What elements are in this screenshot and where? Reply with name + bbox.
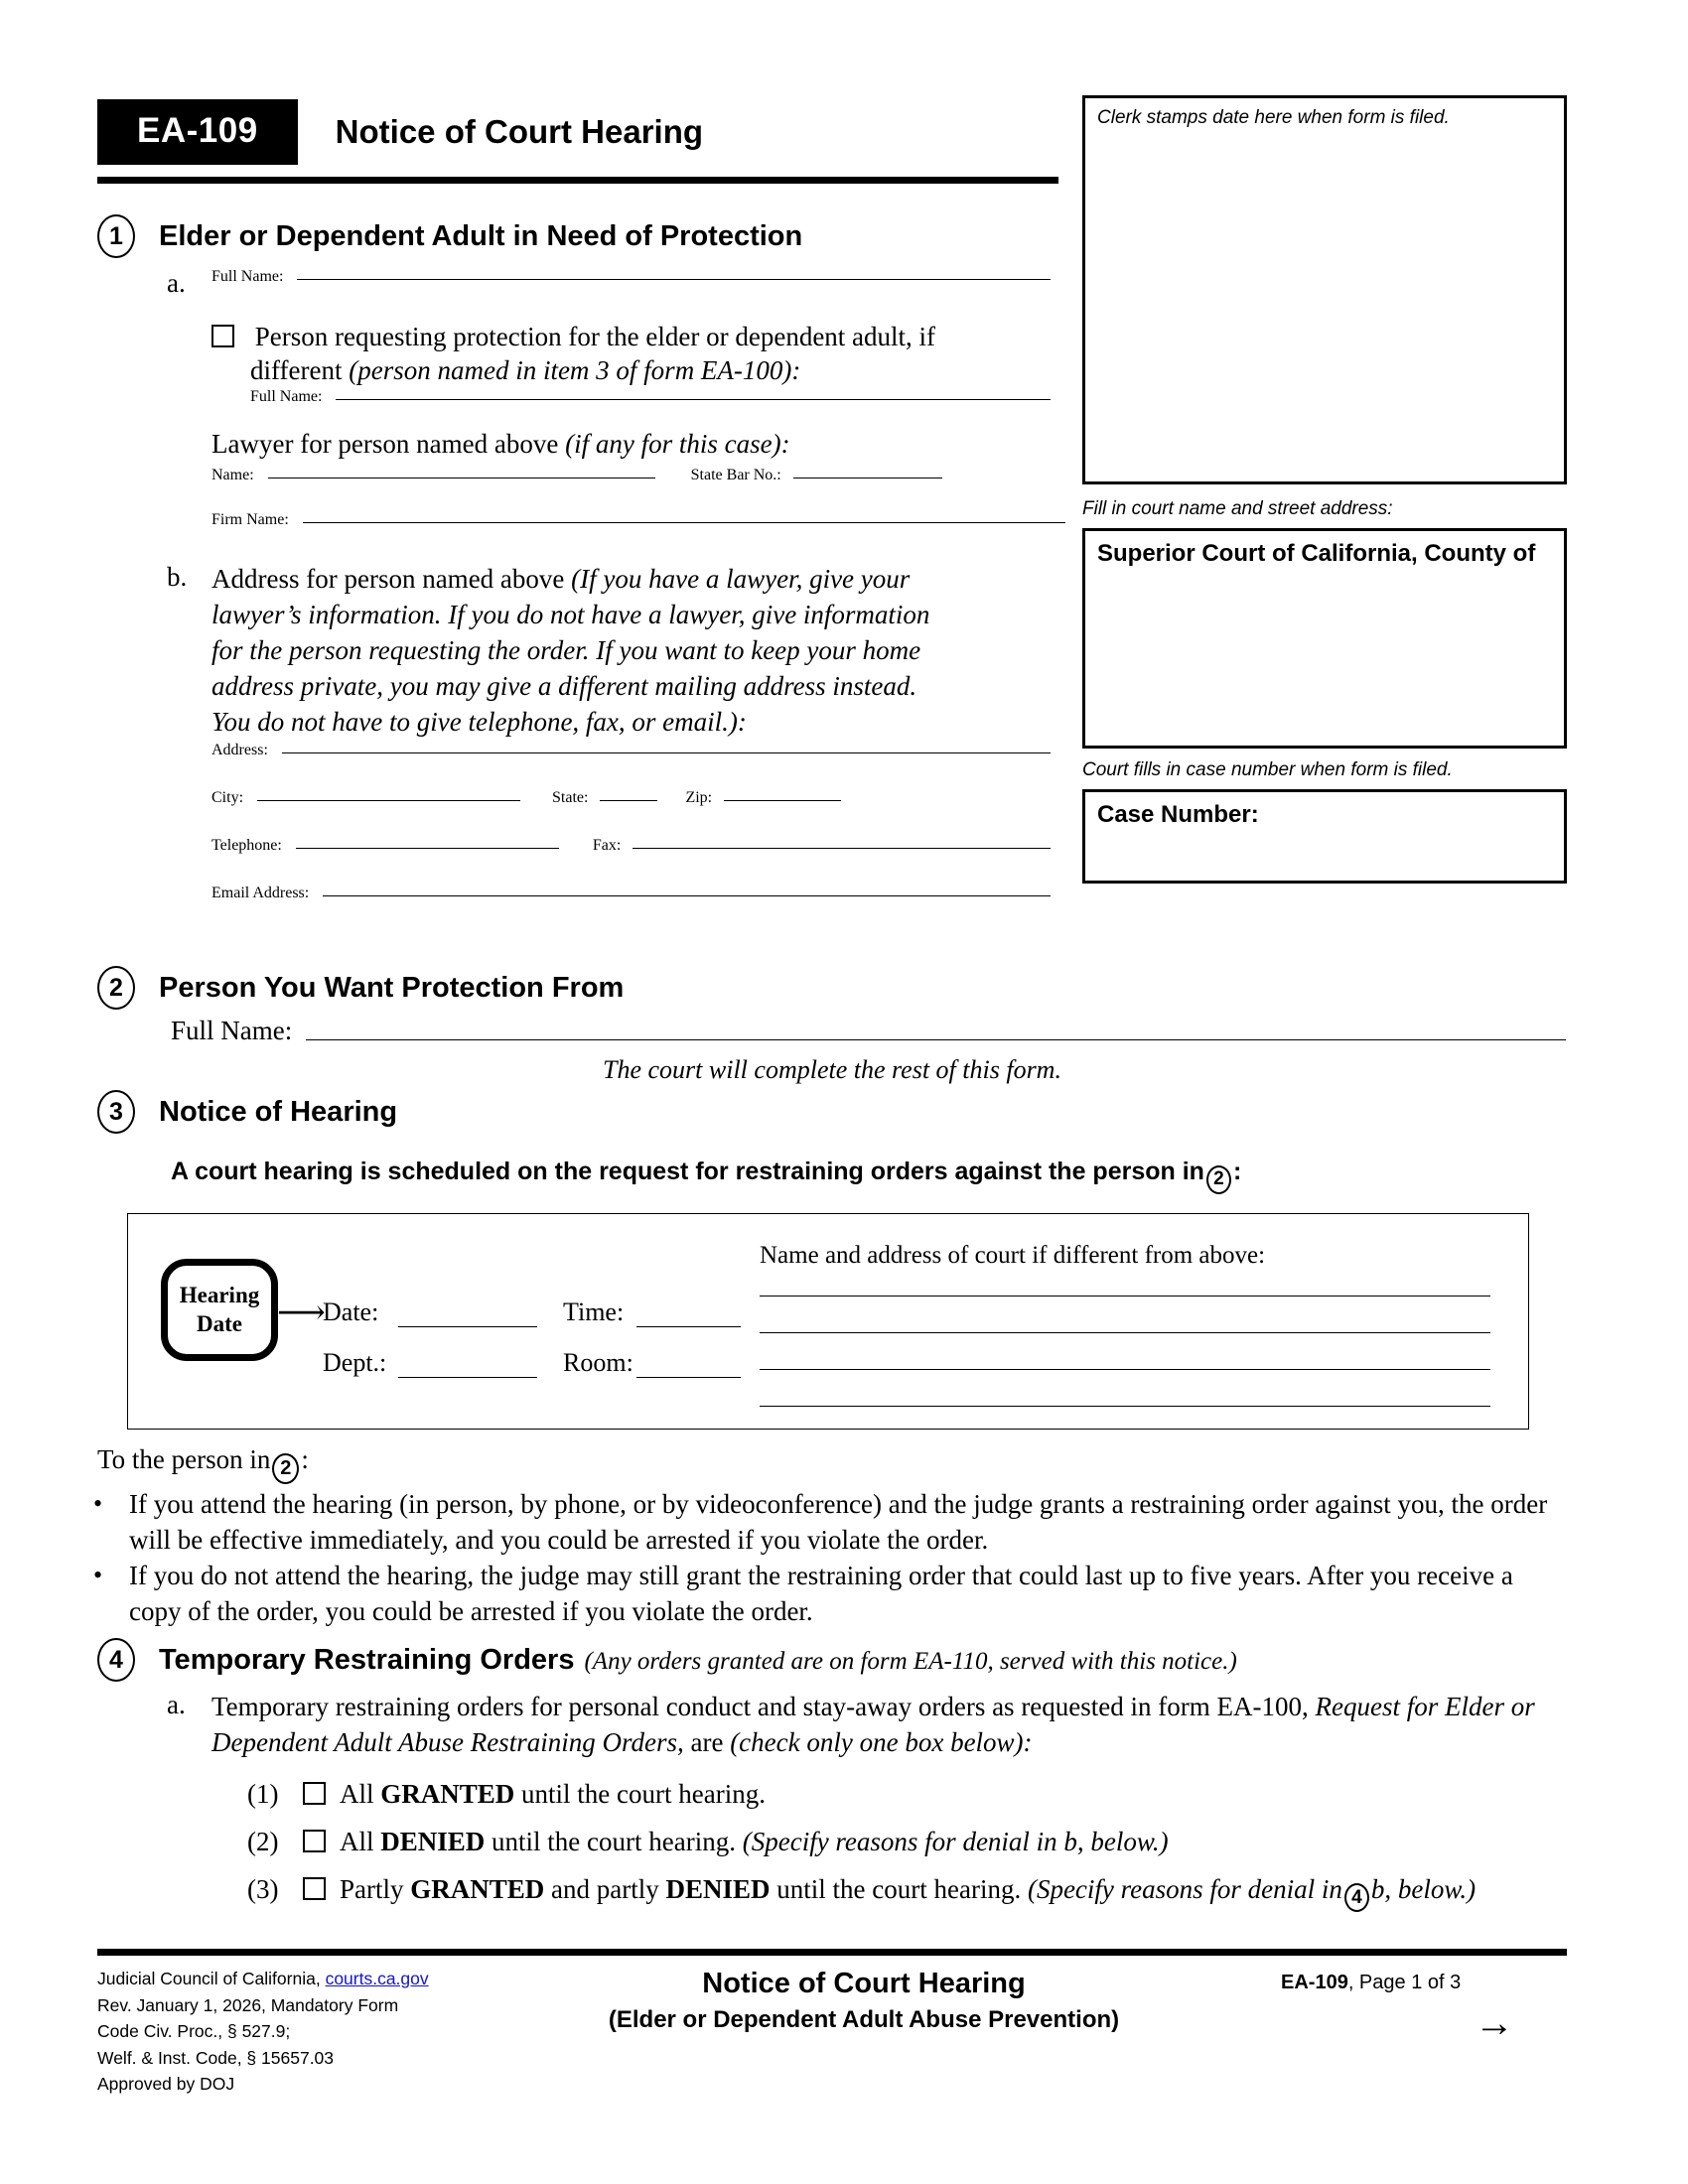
zip-input[interactable] <box>724 800 841 801</box>
firm-name-input[interactable] <box>303 522 1065 523</box>
to-the-person-bubble: 2 <box>272 1453 299 1484</box>
form-title: Notice of Court Hearing <box>335 113 704 150</box>
court-completes-note: The court will complete the rest of this form. <box>603 1055 1061 1084</box>
footer-title-block <box>516 1968 1211 2034</box>
court-name-value: Superior Court of California, County of <box>1097 540 1536 567</box>
hearing-room-label: Room: <box>563 1348 633 1377</box>
option-1-bold: GRANTED <box>380 1779 515 1809</box>
notice-bullet-2 <box>93 1559 1569 1630</box>
item-1a-full-name-input[interactable] <box>297 279 1051 280</box>
footer-title-line-2: (Elder or Dependent Adult Abuse Prevention) <box>608 2006 1120 2033</box>
option-2-checkbox[interactable] <box>303 1830 326 1852</box>
section-1-number: 1 <box>97 214 135 258</box>
courts-website-link[interactable]: courts.ca.gov <box>325 1969 429 1988</box>
state-bar-label: State Bar No.: <box>690 467 781 483</box>
court-address-line-1[interactable] <box>760 1296 1490 1297</box>
zip-label: Zip: <box>685 789 713 806</box>
option-3-checkbox[interactable] <box>303 1877 326 1900</box>
option-2-plain-2: until the court hearing. <box>485 1827 743 1856</box>
hearing-date-label: Date: <box>323 1297 379 1326</box>
court-address-caption: Name and address of court if different from above: <box>760 1242 1266 1269</box>
city-input[interactable] <box>257 800 520 801</box>
option-3-italic: (Specify reasons for denial in <box>1027 1874 1342 1904</box>
option-3-plain-3: until the court hearing. <box>770 1874 1028 1904</box>
notice-bullet-2-text: If you do not attend the hearing, the judge may still grant the restraining order that could last up to five years. After you receive a copy of the order, you could be arrested if you violate the order. <box>129 1561 1513 1626</box>
person-requesting-checkbox[interactable] <box>211 325 234 347</box>
section-4-title-note: (Any orders granted are on form EA-110, served with this notice.) <box>584 1648 1237 1675</box>
hearing-badge-line2: Date <box>197 1310 242 1336</box>
footer-page-info <box>1281 1972 1569 1994</box>
section-4-title: Temporary Restraining Orders <box>159 1644 575 1676</box>
hearing-date-input[interactable] <box>398 1326 537 1327</box>
footer-line-5: Approved by DOJ <box>97 2074 235 2095</box>
to-the-person-colon: : <box>301 1444 309 1474</box>
court-name-caption: Fill in court name and street address: <box>1082 498 1393 519</box>
section-3-title: Notice of Hearing <box>159 1096 398 1128</box>
person-requesting-line2-plain: different <box>250 355 350 385</box>
section-3-lead <box>171 1158 1561 1194</box>
option-3-bold-2: DENIED <box>665 1874 771 1904</box>
option-1-number: (1) <box>247 1779 279 1809</box>
option-1-row[interactable] <box>247 1777 1538 1813</box>
hearing-time-label: Time: <box>563 1297 625 1326</box>
hearing-arrow-icon: ⟶ <box>277 1295 326 1331</box>
hearing-details-box <box>127 1213 1529 1430</box>
state-label: State: <box>552 789 589 806</box>
hearing-room-input[interactable] <box>636 1377 741 1378</box>
footer-title-line-1: Notice of Court Hearing <box>702 1968 1026 1999</box>
footer-council: Judicial Council of California, <box>97 1969 326 1988</box>
section-2-full-name-label: Full Name: <box>171 1016 293 1045</box>
option-3-plain-2: and partly <box>544 1874 666 1904</box>
email-label: Email Address: <box>211 885 310 901</box>
item-1b-italic: (If you have a lawyer, give your lawyer’s information. If you do not have a lawyer, give information for the person requesting the order. If you want to keep your home address private, you may give a different mailing address instead. You do not have to give telephone, fax, or email.): <box>211 564 930 737</box>
telephone-label: Telephone: <box>211 837 282 854</box>
bullet-dot-icon: • <box>93 1489 103 1518</box>
city-label: City: <box>211 789 244 806</box>
hearing-date-badge <box>161 1259 278 1361</box>
section-3-number: 3 <box>97 1090 135 1134</box>
person-requesting-line1: Person requesting protection for the elder or dependent adult, if <box>254 322 936 351</box>
to-the-person-heading <box>97 1444 309 1484</box>
court-address-line-4[interactable] <box>760 1406 1490 1407</box>
item-1b-letter: b. <box>167 562 188 592</box>
option-2-row[interactable] <box>247 1825 1538 1860</box>
footer-page-number: , Page 1 of 3 <box>1347 1972 1462 1993</box>
hearing-dept-input[interactable] <box>398 1377 537 1378</box>
option-2-bold: DENIED <box>380 1827 486 1856</box>
firm-name-label: Firm Name: <box>211 511 289 528</box>
footer-form-code: EA-109 <box>1281 1972 1348 1993</box>
item-1a-full-name-label: Full Name: <box>211 268 284 285</box>
requesting-full-name-label: Full Name: <box>250 388 323 405</box>
option-1-checkbox[interactable] <box>303 1782 326 1805</box>
case-number-caption: Court fills in case number when form is filed. <box>1082 759 1453 780</box>
lawyer-name-label: Name: <box>211 467 254 483</box>
option-3-plain-1: Partly <box>340 1874 411 1904</box>
fax-input[interactable] <box>633 848 1051 849</box>
clerk-stamp-box <box>1082 95 1567 484</box>
bullet-dot-icon: • <box>93 1561 103 1589</box>
court-address-line-3[interactable] <box>760 1369 1490 1370</box>
section-3-lead-text: A court hearing is scheduled on the request for restraining orders against the person in <box>171 1158 1204 1185</box>
section-3-lead-colon: : <box>1232 1158 1242 1185</box>
case-number-label: Case Number: <box>1097 801 1259 828</box>
item-1a-letter: a. <box>167 268 186 298</box>
footer-line-3: Code Civ. Proc., § 527.9; <box>97 2021 291 2042</box>
item-4a-letter: a. <box>167 1690 186 1719</box>
hearing-time-input[interactable] <box>636 1326 741 1327</box>
item-4a-text-2: are <box>683 1726 731 1757</box>
option-3-row[interactable] <box>247 1872 1548 1912</box>
option-2-plain-1: All <box>340 1827 381 1856</box>
address-label: Address: <box>211 742 268 758</box>
address-input[interactable] <box>282 752 1051 753</box>
item-4a-text-1: Temporary restraining orders for personal conduct and stay-away orders as requested in form EA-100, <box>211 1692 1316 1721</box>
item-4a-text-italic-2: (check only one box below): <box>730 1726 1033 1757</box>
section-2-number: 2 <box>97 966 135 1010</box>
footer-divider <box>97 1949 1567 1956</box>
section-2-title: Person You Want Protection From <box>159 972 625 1004</box>
option-3-bold: GRANTED <box>410 1874 545 1904</box>
option-2-italic: (Specify reasons for denial in b, below.) <box>742 1827 1169 1856</box>
option-1-plain-1: All <box>340 1779 381 1809</box>
hearing-badge-line1: Hearing <box>179 1282 260 1307</box>
person-requesting-line2-italic: (person named in item 3 of form EA-100): <box>349 355 801 385</box>
notice-bullet-1 <box>93 1487 1569 1559</box>
case-number-box[interactable] <box>1082 789 1567 884</box>
requesting-full-name-input[interactable] <box>336 399 1051 400</box>
footer-line-2: Rev. January 1, 2026, Mandatory Form <box>97 1994 399 2015</box>
section-2-full-name-input[interactable] <box>306 1039 1566 1040</box>
form-header <box>97 99 1051 165</box>
section-3-lead-bubble: 2 <box>1206 1165 1231 1194</box>
lawyer-label-italic: (if any for this case): <box>565 429 790 459</box>
lawyer-label-plain: Lawyer for person named above <box>211 429 566 459</box>
state-input[interactable] <box>600 800 657 801</box>
option-3-bubble: 4 <box>1344 1883 1369 1912</box>
form-code-badge: EA-109 <box>97 99 298 165</box>
court-name-box[interactable] <box>1082 528 1567 749</box>
section-4-number: 4 <box>97 1638 135 1682</box>
email-input[interactable] <box>323 895 1051 896</box>
option-1-plain-2: until the court hearing. <box>514 1779 766 1809</box>
telephone-input[interactable] <box>296 848 559 849</box>
hearing-dept-label: Dept.: <box>323 1348 387 1377</box>
item-1b-plain: Address for person named above <box>211 564 572 594</box>
option-2-number: (2) <box>247 1827 279 1856</box>
item-4a-text-italic: Request for Elder or Dependent Adult Abuse Restraining Orders, <box>211 1692 1535 1757</box>
option-3-italic-tail: b, below.) <box>1370 1874 1477 1904</box>
court-address-line-2[interactable] <box>760 1332 1490 1333</box>
next-page-arrow-icon: → <box>1475 2000 1514 2045</box>
to-the-person-text: To the person in <box>97 1444 271 1474</box>
section-1-title: Elder or Dependent Adult in Need of Protection <box>159 220 803 252</box>
option-3-number: (3) <box>247 1874 279 1904</box>
header-divider <box>97 177 1058 184</box>
notice-bullet-1-text: If you attend the hearing (in person, by phone, or by videoconference) and the judge grants a restraining order against you, the order will be effective immediately, and you could be arrested if you violate the order. <box>129 1489 1548 1555</box>
fax-label: Fax: <box>592 837 622 854</box>
footer-line-4: Welf. & Inst. Code, § 15657.03 <box>97 2047 335 2068</box>
clerk-stamp-caption: Clerk stamps date here when form is filed. <box>1097 107 1450 128</box>
